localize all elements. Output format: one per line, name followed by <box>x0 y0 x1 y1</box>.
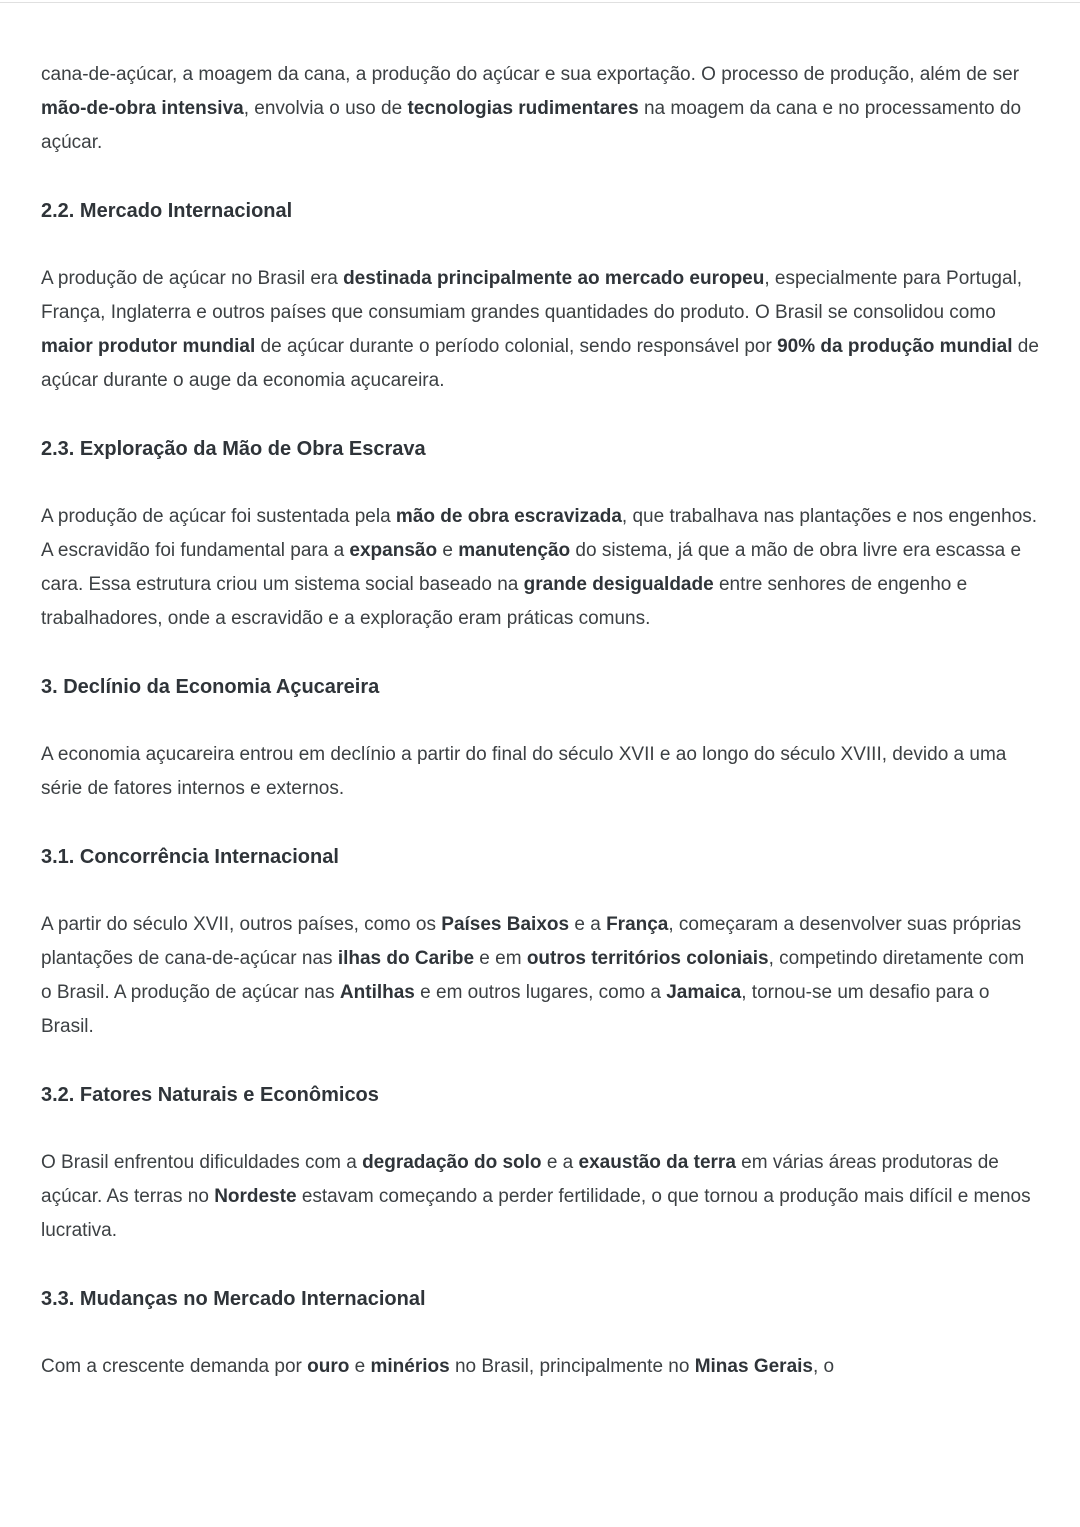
text-run: , envolvia o uso de <box>243 98 408 119</box>
bold-text-run: outros territórios coloniais <box>526 948 769 969</box>
text-run: , competindo diretamente com o Brasil. A produção de açúcar nas <box>41 948 1025 1003</box>
bold-text-run: 2.3. Exploração da Mão de Obra Escrava <box>41 438 426 460</box>
text-run: e <box>437 540 459 561</box>
bold-text-run: grande desigualdade <box>523 574 714 595</box>
bold-text-run: mão-de-obra intensiva <box>41 98 244 119</box>
text-run: , o <box>812 1356 835 1377</box>
bold-text-run: exaustão da terra <box>578 1152 736 1173</box>
bold-text-run: manutenção <box>458 540 571 561</box>
bold-text-run: expansão <box>349 540 438 561</box>
section-heading <box>41 1282 1039 1316</box>
bold-text-run: 3.2. Fatores Naturais e Econômicos <box>41 1084 379 1106</box>
bold-text-run: Minas Gerais <box>694 1356 813 1377</box>
section-heading <box>41 1078 1039 1112</box>
text-run: Com a crescente demanda por <box>41 1356 308 1377</box>
text-run: no Brasil, principalmente no <box>449 1356 695 1377</box>
text-run: de açúcar durante o auge da economia açucareira. <box>41 336 1039 391</box>
section-heading <box>41 432 1039 466</box>
text-run: de açúcar durante o período colonial, sendo responsável por <box>255 336 778 357</box>
bold-text-run: 3.1. Concorrência Internacional <box>41 846 339 868</box>
bold-text-run: Antilhas <box>339 982 415 1003</box>
section-heading <box>41 194 1039 228</box>
paragraph <box>41 58 1039 160</box>
text-run: em várias áreas produtoras de açúcar. As terras no <box>41 1152 999 1207</box>
paragraph <box>41 908 1039 1044</box>
text-run: do sistema, já que a mão de obra livre era escassa e cara. Essa estrutura criou um sistema social baseado na <box>41 540 1022 595</box>
bold-text-run: maior produtor mundial <box>41 336 256 357</box>
paragraph <box>41 262 1039 398</box>
text-run: entre senhores de engenho e trabalhadores, onde a escravidão e a exploração eram práticas comuns. <box>41 574 968 629</box>
bold-text-run: mão de obra escravizada <box>395 506 622 527</box>
text-run: e <box>349 1356 371 1377</box>
text-run: e em outros lugares, como a <box>414 982 667 1003</box>
text-run: cana-de-açúcar, a moagem da cana, a produção do açúcar e sua exportação. O processo de produção, além de ser <box>41 64 1020 85</box>
bold-text-run: 2.2. Mercado Internacional <box>41 200 293 222</box>
bold-text-run: ouro <box>307 1356 350 1377</box>
bold-text-run: ilhas do Caribe <box>337 948 475 969</box>
text-run: e a <box>569 914 607 935</box>
text-run: estavam começando a perder fertilidade, o que tornou a produção mais difícil e menos lucrativa. <box>41 1186 1031 1241</box>
text-run: e a <box>541 1152 579 1173</box>
text-run: e em <box>474 948 527 969</box>
bold-text-run: 3.3. Mudanças no Mercado Internacional <box>41 1288 426 1310</box>
bold-text-run: França <box>606 914 669 935</box>
bold-text-run: Nordeste <box>214 1186 297 1207</box>
text-run: A economia açucareira entrou em declínio a partir do final do século XVII e ao longo do século XVIII, devido a uma série de fatores internos e externos. <box>41 744 1007 799</box>
page-top-divider <box>0 2 1080 3</box>
text-run: , especialmente para Portugal, França, Inglaterra e outros países que consumiam grandes quantidades do produto. O Brasil se consolidou como <box>41 268 1023 323</box>
bold-text-run: Jamaica <box>666 982 742 1003</box>
bold-text-run: minérios <box>370 1356 450 1377</box>
section-heading <box>41 840 1039 874</box>
text-run: A partir do século XVII, outros países, como os <box>41 914 442 935</box>
bold-text-run: Países Baixos <box>441 914 570 935</box>
section-heading <box>41 670 1039 704</box>
bold-text-run: 3. Declínio da Economia Açucareira <box>41 676 380 698</box>
paragraph <box>41 738 1039 806</box>
paragraph <box>41 500 1039 636</box>
text-run: , começaram a desenvolver suas próprias plantações de cana-de-açúcar nas <box>41 914 1022 969</box>
bold-text-run: destinada principalmente ao mercado europeu <box>343 268 765 289</box>
paragraph <box>41 1350 1039 1384</box>
bold-text-run: 90% da produção mundial <box>777 336 1013 357</box>
text-run: , que trabalhava nas plantações e nos engenhos. A escravidão foi fundamental para a <box>41 506 1038 561</box>
text-run: , tornou-se um desafio para o Brasil. <box>41 982 990 1037</box>
text-run: A produção de açúcar foi sustentada pela <box>41 506 396 527</box>
text-run: O Brasil enfrentou dificuldades com a <box>41 1152 363 1173</box>
paragraph <box>41 1146 1039 1248</box>
bold-text-run: degradação do solo <box>362 1152 542 1173</box>
text-run: na moagem da cana e no processamento do açúcar. <box>41 98 1022 153</box>
bold-text-run: tecnologias rudimentares <box>407 98 639 119</box>
text-run: A produção de açúcar no Brasil era <box>41 268 344 289</box>
